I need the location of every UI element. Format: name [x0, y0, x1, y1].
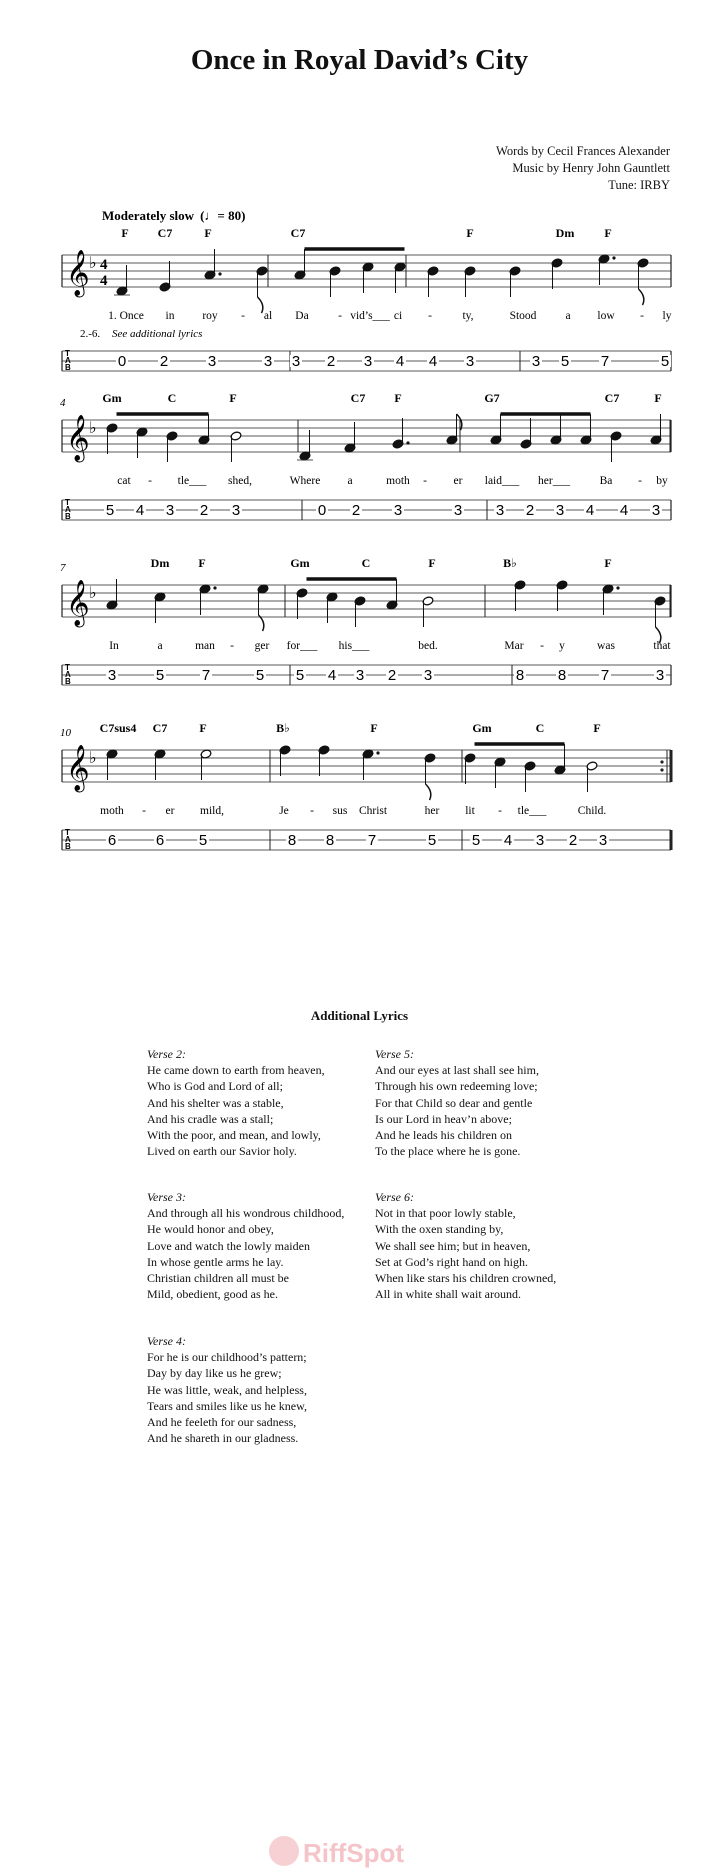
lyric-syllable: - — [640, 310, 644, 322]
tab-fret-number: 3 — [598, 832, 608, 849]
chord-symbol: G7 — [484, 391, 500, 405]
verse-line: We shall see him; but in heaven, — [375, 1238, 531, 1253]
tab-fret-number: 6 — [107, 832, 117, 849]
tab-fret-number: 7 — [367, 832, 377, 849]
tab-fret-number: 3 — [107, 667, 117, 684]
lyric-syllable: for___ — [286, 640, 318, 652]
key-signature-flat: ♭ — [89, 418, 97, 437]
dot — [612, 256, 615, 259]
tab-fret-number: 5 — [660, 353, 670, 370]
tab-fret-number: 5 — [560, 353, 570, 370]
tab-fret-number: 4 — [395, 353, 405, 370]
chord-symbol: C — [167, 391, 177, 405]
tab-clef-letter: B — [65, 677, 71, 686]
tab-fret-number: 3 — [651, 502, 661, 519]
lyric-syllable: Da — [295, 310, 309, 322]
lyric-syllable: - — [423, 475, 427, 487]
tab-fret-number: 8 — [515, 667, 525, 684]
key-signature-flat: ♭ — [89, 748, 97, 767]
credits — [496, 143, 670, 194]
tab-fret-number: 3 — [393, 502, 403, 519]
verse-line: Day by day like us he grew; — [147, 1366, 282, 1381]
flag — [426, 784, 431, 800]
tab-fret-number: 2 — [351, 502, 361, 519]
tab-fret-number: 5 — [295, 667, 305, 684]
chord-symbol: C7 — [152, 721, 168, 735]
lyric-syllable: Je — [279, 805, 289, 817]
verse-line: And he feeleth for our sadness, — [147, 1415, 297, 1430]
chord-symbol: C — [361, 556, 371, 570]
verse-line: For that Child so dear and gentle — [375, 1095, 533, 1110]
lyric-syllable: al — [263, 310, 273, 322]
lyric-syllable: sus — [332, 805, 348, 817]
tab-fret-number: 3 — [495, 502, 505, 519]
time-signature-top: 4 — [100, 257, 108, 273]
chord-symbol: C7sus4 — [99, 721, 137, 735]
lyric-syllable: bed. — [418, 640, 438, 652]
chord-symbol: F — [654, 391, 662, 405]
lyric-syllable: 1. Once — [108, 310, 144, 322]
tab-fret-number: 0 — [117, 353, 127, 370]
tab-fret-number: 4 — [135, 502, 145, 519]
verse-line: With the poor, and mean, and lowly, — [147, 1128, 321, 1143]
verse-line: Mild, obedient, good as he. — [147, 1287, 278, 1302]
tab-fret-number: 6 — [155, 832, 165, 849]
tab-fret-number: 7 — [600, 353, 610, 370]
tab-clef-letter: B — [65, 842, 71, 851]
treble-clef-icon: 𝄞 — [66, 250, 90, 296]
lyric-syllable: ty, — [462, 310, 474, 322]
verse-line: To the place where he is gone. — [375, 1144, 521, 1159]
lyric-syllable: mild, — [200, 805, 224, 817]
tab-fret-number: 2 — [199, 502, 209, 519]
tab-fret-number: 4 — [619, 502, 629, 519]
chord-symbol: F — [121, 226, 129, 240]
tab-fret-number: 3 — [363, 353, 373, 370]
tempo-marking — [102, 208, 245, 223]
lyric-syllable: vid’s___ — [350, 310, 390, 322]
verse-line: He was little, weak, and helpless, — [147, 1382, 307, 1397]
verse-line: And he shareth in our gladness. — [147, 1431, 299, 1446]
brand-logo — [269, 1836, 404, 1869]
lyric-syllable: er — [165, 805, 175, 817]
tempo-text: Moderately slow — [102, 208, 195, 223]
repeat-dot — [660, 760, 663, 763]
tab-fret-number: 5 — [471, 832, 481, 849]
music-by: Music by Henry John Gauntlett — [512, 161, 670, 175]
chord-symbol: F — [199, 721, 207, 735]
verse-label: Verse 5: — [375, 1047, 414, 1061]
measure-number: 4 — [60, 397, 66, 409]
verse-line: Is our Lord in heav’n above; — [375, 1111, 512, 1126]
dot — [406, 441, 409, 444]
verse-block — [375, 1189, 605, 1302]
tempo-note-icon: (♩ — [200, 208, 218, 223]
lyric-syllable: ger — [254, 640, 270, 652]
chord-symbol: C7 — [157, 226, 173, 240]
chord-symbol: Gm — [102, 391, 122, 405]
lyric-syllable: by — [656, 475, 668, 487]
verse-line: Tears and smiles like us he knew, — [147, 1398, 308, 1413]
measure-number: 7 — [60, 562, 66, 574]
tab-clef-letter: T — [65, 498, 70, 507]
chord-symbol: F — [229, 391, 237, 405]
system-4 — [60, 721, 671, 851]
lyric-syllable: y — [559, 640, 565, 652]
tab-fret-number: 4 — [428, 353, 438, 370]
tab-fret-number: 5 — [255, 667, 265, 684]
lyric-syllable: er — [453, 475, 463, 487]
verse-note-number: 2.-6. — [80, 328, 101, 340]
dot — [616, 586, 619, 589]
tab-fret-number: 3 — [465, 353, 475, 370]
verse-block — [147, 1046, 377, 1159]
chord-symbol: C — [535, 721, 545, 735]
verse-line: And his shelter was a stable, — [147, 1095, 284, 1110]
verse-line: Lived on earth our Savior holy. — [147, 1144, 297, 1159]
lyric-syllable: - — [241, 310, 245, 322]
verse-line: And our eyes at last shall see him, — [375, 1063, 539, 1078]
verse-label: Verse 6: — [375, 1190, 414, 1204]
lyric-syllable: a — [157, 640, 163, 652]
key-signature-flat: ♭ — [89, 253, 97, 272]
tab-fret-number: 5 — [198, 832, 208, 849]
dot — [213, 586, 216, 589]
lyric-syllable: ci — [393, 310, 403, 322]
tab-fret-number: 3 — [231, 502, 241, 519]
tab-fret-number: 4 — [327, 667, 337, 684]
tab-fret-number: 5 — [105, 502, 115, 519]
lyric-syllable: in — [165, 310, 175, 322]
verse-block — [375, 1046, 605, 1159]
tab-fret-number: 4 — [503, 832, 513, 849]
verse-line: And his cradle was a stall; — [147, 1111, 274, 1126]
lyric-syllable: - — [498, 805, 502, 817]
tab-clef-letter: B — [65, 512, 71, 521]
lyric-syllable: lit — [465, 805, 475, 817]
system-1 — [62, 226, 672, 372]
dot — [218, 272, 221, 275]
lyric-syllable: that — [653, 640, 671, 652]
tab-fret-number: 3 — [291, 353, 301, 370]
lyric-syllable: moth — [100, 805, 124, 817]
lyric-syllable: moth — [386, 475, 410, 487]
tab-staff — [62, 498, 671, 521]
lyric-syllable: his___ — [338, 640, 370, 652]
tab-clef-icon — [65, 349, 71, 372]
additional-lyrics — [147, 1046, 587, 1446]
lyric-syllable: - — [310, 805, 314, 817]
tab-fret-number: 4 — [585, 502, 595, 519]
tab-fret-number: 7 — [201, 667, 211, 684]
chord-symbol: F — [604, 556, 612, 570]
tune-name: Tune: IRBY — [608, 178, 670, 192]
lyric-syllable: - — [148, 475, 152, 487]
tab-staff — [62, 828, 671, 851]
measure-number: 10 — [60, 727, 71, 739]
chord-symbol: F — [604, 226, 612, 240]
tab-clef-letter: A — [65, 670, 71, 679]
tab-fret-number: 3 — [531, 353, 541, 370]
verse-line: All in white shall wait around. — [375, 1287, 521, 1302]
repeat-dot — [660, 768, 663, 771]
lyric-syllable: tle___ — [177, 475, 207, 487]
lyric-syllable: - — [230, 640, 234, 652]
tab-fret-number: 2 — [525, 502, 535, 519]
tab-fret-number: 2 — [159, 353, 169, 370]
lyric-syllable: Stood — [509, 310, 537, 322]
tab-fret-number: 3 — [535, 832, 545, 849]
tab-staff — [62, 663, 671, 686]
verse-line: He would honor and obey, — [147, 1222, 274, 1237]
lyric-syllable: - — [540, 640, 544, 652]
lyric-syllable: Mar — [504, 640, 524, 652]
verse-line: Love and watch the lowly maiden — [147, 1238, 310, 1253]
verse-note-text: See additional lyrics — [112, 328, 203, 340]
tab-fret-number: 8 — [287, 832, 297, 849]
system-2 — [60, 391, 671, 521]
song-title: Once in Royal David’s City — [190, 44, 529, 76]
tab-fret-number: 3 — [555, 502, 565, 519]
tab-fret-number: 3 — [355, 667, 365, 684]
guitar-pick-icon — [269, 1836, 299, 1866]
tab-fret-number: 7 — [600, 667, 610, 684]
verse-line: Who is God and Lord of all; — [147, 1079, 283, 1094]
tab-clef-icon — [65, 663, 71, 686]
key-signature-flat: ♭ — [89, 583, 97, 602]
chord-symbol: F — [198, 556, 206, 570]
tab-clef-letter: B — [65, 363, 71, 372]
tempo-bpm: = 80 — [217, 208, 242, 223]
verse-block — [147, 1189, 377, 1302]
tab-clef-icon — [65, 498, 71, 521]
tab-clef-letter: T — [65, 349, 70, 358]
tab-fret-number: 8 — [325, 832, 335, 849]
tab-clef-icon — [65, 828, 71, 851]
tab-fret-number: 0 — [317, 502, 327, 519]
dot — [376, 751, 379, 754]
verse-label: Verse 3: — [147, 1190, 186, 1204]
tab-fret-number: 2 — [387, 667, 397, 684]
lyric-syllable: tle___ — [517, 805, 547, 817]
verse-line: When like stars his children crowned, — [375, 1271, 557, 1286]
tab-clef-letter: A — [65, 835, 71, 844]
lyric-syllable: cat — [117, 475, 131, 487]
verse-line: In whose gentle arms he lay. — [147, 1254, 284, 1269]
verse-line: And he leads his children on — [375, 1128, 512, 1143]
verse-line: Through his own redeeming love; — [375, 1079, 538, 1094]
lyric-syllable: low — [597, 310, 615, 322]
lyric-syllable: laid___ — [484, 475, 520, 487]
chord-symbol: Gm — [290, 556, 310, 570]
treble-clef-icon: 𝄞 — [66, 745, 90, 791]
chord-symbol: F — [204, 226, 212, 240]
system-3 — [60, 556, 671, 686]
tab-clef-letter: T — [65, 663, 70, 672]
lyric-syllable: man — [195, 640, 215, 652]
tab-fret-number: 2 — [568, 832, 578, 849]
lyric-syllable: - — [428, 310, 432, 322]
chord-symbol: B♭ — [503, 556, 517, 570]
chord-symbol: F — [394, 391, 402, 405]
verse-line: With the oxen standing by, — [375, 1222, 504, 1237]
tab-fret-number: 2 — [326, 353, 336, 370]
tab-fret-number: 3 — [165, 502, 175, 519]
treble-clef-icon: 𝄞 — [66, 415, 90, 461]
verse-label: Verse 4: — [147, 1334, 186, 1348]
verse-line: And through all his wondrous childhood, — [147, 1206, 345, 1221]
additional-lyrics-title: Additional Lyrics — [310, 1008, 409, 1023]
flag — [259, 615, 264, 631]
verse-label: Verse 2: — [147, 1047, 186, 1061]
verse-line: Set at God’s right hand on high. — [375, 1254, 528, 1269]
chord-symbol: B♭ — [276, 721, 290, 735]
lyric-syllable: her — [424, 805, 440, 817]
tab-fret-number: 5 — [427, 832, 437, 849]
tab-fret-number: 3 — [207, 353, 217, 370]
tab-staff — [62, 349, 671, 372]
lyric-syllable: was — [597, 640, 615, 652]
tab-clef-letter: A — [65, 356, 71, 365]
chord-symbol: C7 — [350, 391, 366, 405]
brand-name: RiffSpot — [303, 1838, 405, 1868]
chord-symbol: F — [593, 721, 601, 735]
flag — [258, 297, 263, 313]
chord-symbol: Dm — [150, 556, 170, 570]
lyric-syllable: ly — [662, 310, 672, 322]
lyric-syllable: Ba — [599, 475, 613, 487]
chord-symbol: F — [428, 556, 436, 570]
chord-symbol: C7 — [604, 391, 620, 405]
tab-clef-letter: T — [65, 828, 70, 837]
lyric-syllable: her___ — [538, 475, 570, 487]
treble-clef-icon: 𝄞 — [66, 580, 90, 626]
chord-symbol: F — [466, 226, 474, 240]
tab-fret-number: 3 — [655, 667, 665, 684]
tab-fret-number: 3 — [453, 502, 463, 519]
verse-line: Christian children all must be — [147, 1271, 289, 1286]
tab-fret-number: 3 — [263, 353, 273, 370]
verse-line: For he is our childhood’s pattern; — [147, 1350, 307, 1365]
lyric-syllable: a — [565, 310, 571, 322]
tab-fret-number: 3 — [423, 667, 433, 684]
sheet-music — [0, 195, 719, 875]
chord-symbol: Dm — [555, 226, 575, 240]
lyric-syllable: a — [347, 475, 353, 487]
tab-clef-letter: A — [65, 505, 71, 514]
lyric-syllable: - — [142, 805, 146, 817]
lyric-syllable: shed, — [228, 475, 252, 487]
lyric-syllable: Child. — [577, 805, 607, 817]
chord-symbol: C7 — [290, 226, 306, 240]
words-by: Words by Cecil Frances Alexander — [496, 144, 670, 158]
tab-fret-number: 8 — [557, 667, 567, 684]
lyric-syllable: - — [638, 475, 642, 487]
time-signature-bottom: 4 — [100, 273, 108, 289]
lyric-syllable: In — [109, 640, 119, 652]
chord-symbol: F — [370, 721, 378, 735]
tab-fret-number: 5 — [155, 667, 165, 684]
chord-symbol: Gm — [472, 721, 492, 735]
tempo-paren: ) — [241, 208, 246, 223]
verse-line: He came down to earth from heaven, — [147, 1063, 325, 1078]
lyric-syllable: roy — [202, 310, 218, 322]
lyric-syllable: - — [338, 310, 342, 322]
flag — [639, 289, 644, 305]
lyric-syllable: Where — [289, 475, 321, 487]
lyric-syllable: Christ — [358, 805, 388, 817]
verse-line: Not in that poor lowly stable, — [375, 1206, 516, 1221]
verse-block — [147, 1333, 377, 1446]
